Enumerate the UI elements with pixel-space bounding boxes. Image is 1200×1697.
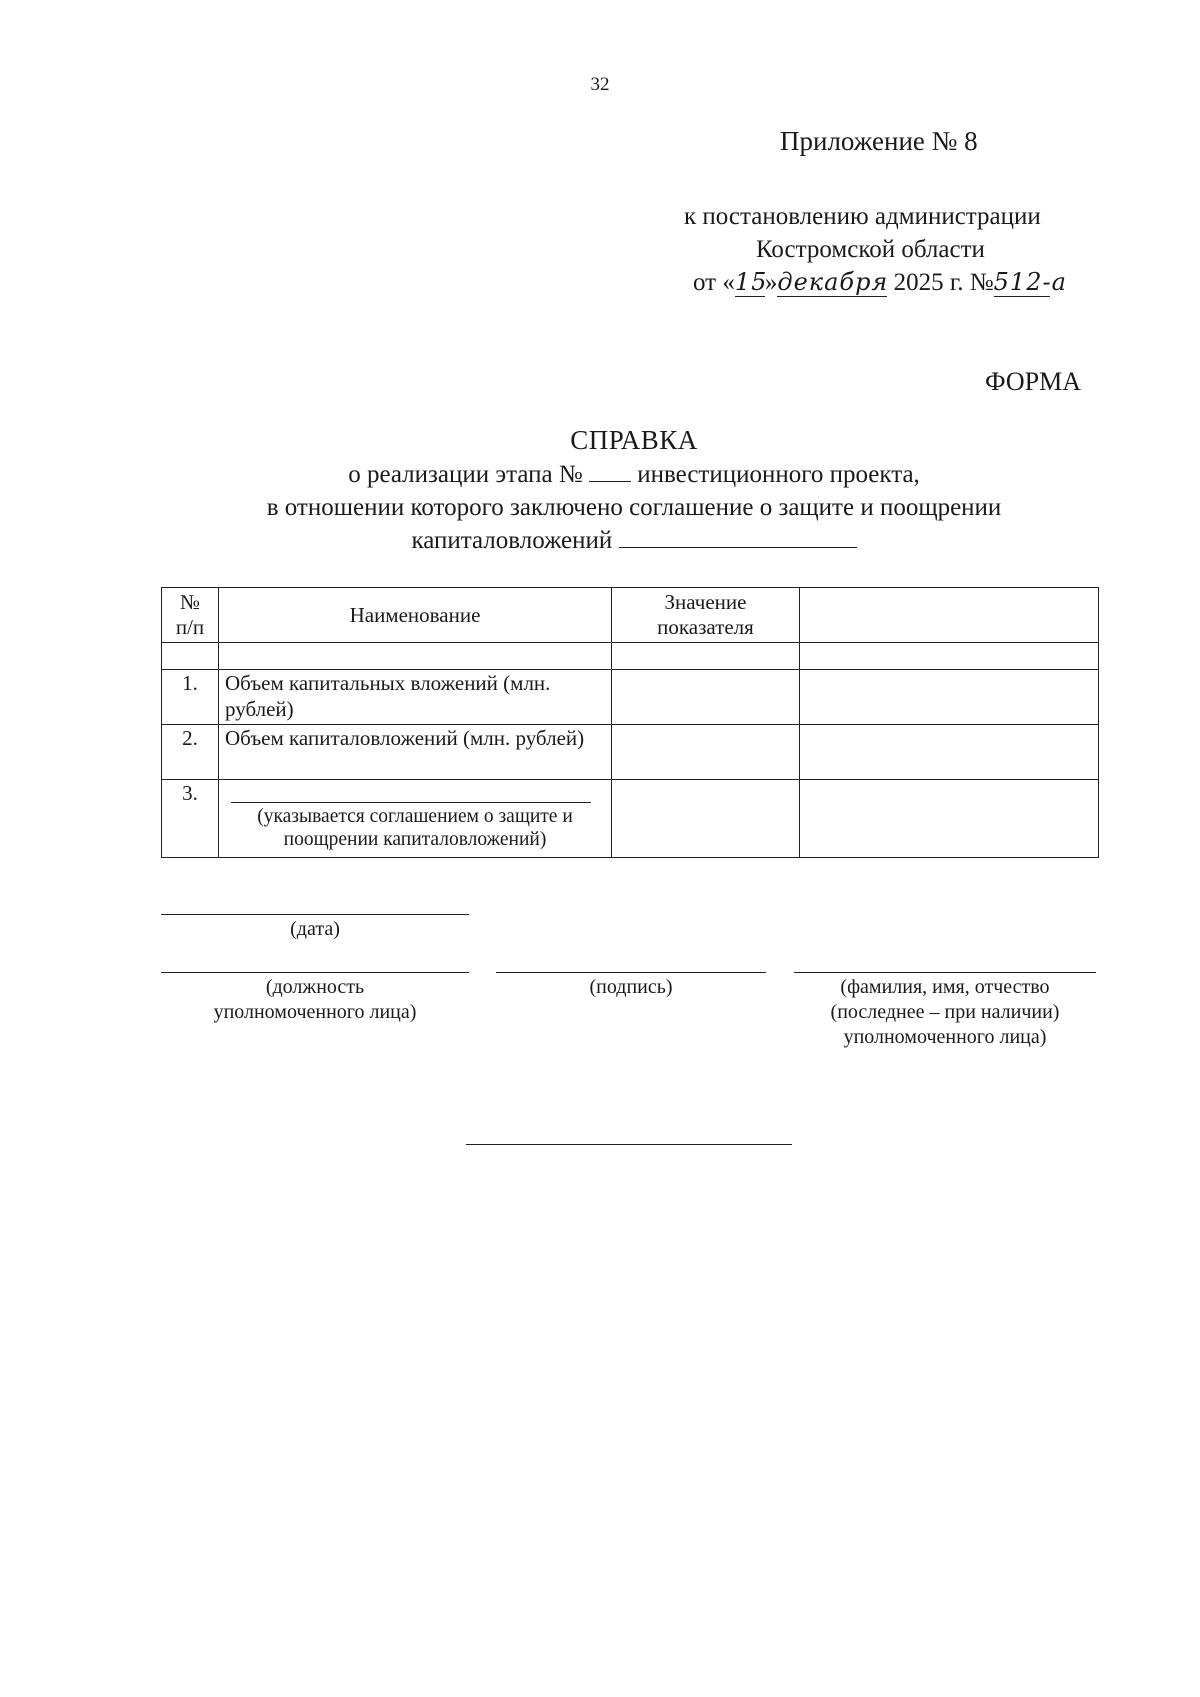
header-name: Наименование <box>219 588 612 643</box>
closing-line <box>466 1144 792 1145</box>
indicator-table <box>161 587 1099 858</box>
table-row <box>162 780 1099 858</box>
subtitle-line3 <box>0 527 1200 555</box>
row-number: 1. <box>162 670 219 725</box>
header-num: № п/п <box>162 588 219 643</box>
fio-line <box>794 972 1096 973</box>
handwritten-day: 15 <box>734 268 768 296</box>
indicator-name-blank <box>231 788 591 803</box>
table-row <box>162 670 1099 725</box>
subtitle-line1-after: инвестиционного проекта, <box>637 461 920 488</box>
row-number: 2. <box>162 725 219 780</box>
position-line <box>161 972 469 973</box>
table-cell <box>219 643 612 670</box>
date-line <box>161 914 469 915</box>
signature-caption: (подпись) <box>589 976 673 998</box>
row-value <box>612 670 800 725</box>
row-name: Объем капитальных вложений (млн. рублей) <box>219 670 612 725</box>
row-note: (указывается соглашением о защите и поощрении капиталовложений) <box>257 806 573 850</box>
table-cell <box>612 643 800 670</box>
table-cell <box>800 643 1099 670</box>
row-number: 3. <box>162 780 219 858</box>
resolution-reference-line1: к постановлению администрации <box>684 203 1041 230</box>
resolution-date-number-line <box>693 268 1067 297</box>
subtitle-line1-before: о реализации этапа № <box>348 461 583 488</box>
subtitle-line1 <box>0 461 1200 489</box>
ref-prefix: от « <box>693 269 735 296</box>
row-extra <box>800 670 1099 725</box>
subtitle-line3-text: капиталовложений <box>411 527 613 554</box>
investor-name-blank <box>619 527 857 548</box>
row-value <box>612 780 800 858</box>
form-label: ФОРМА <box>985 367 1081 396</box>
handwritten-month: декабря <box>777 268 889 296</box>
header-value: Значение показателя <box>612 588 800 643</box>
row-extra <box>800 780 1099 858</box>
stage-number-blank <box>589 461 631 482</box>
ref-mid: » <box>764 269 778 296</box>
date-caption: (дата) <box>290 918 340 940</box>
ref-year: 2025 г. № <box>893 269 994 296</box>
page-number: 32 <box>590 74 610 95</box>
table-header-row <box>162 588 1099 643</box>
document-title: СПРАВКА <box>570 425 698 455</box>
handwritten-number: 512-а <box>993 268 1067 296</box>
row-name: Объем капиталовложений (млн. рублей) <box>219 725 612 780</box>
subtitle-line2: в отношении которого заключено соглашение о защите и поощрении <box>266 494 1002 521</box>
row-extra <box>800 725 1099 780</box>
row-name-blank-cell <box>219 780 612 858</box>
table-spacer-row <box>162 643 1099 670</box>
table-row <box>162 725 1099 780</box>
signature-line <box>496 972 766 973</box>
fio-caption: (фамилия, имя, отчество (последнее – при наличии) уполномоченного лица) <box>830 976 1060 1048</box>
resolution-reference-line2: Костромской области <box>756 236 985 263</box>
position-caption: (должность уполномоченного лица) <box>213 976 417 1023</box>
header-extra <box>800 588 1099 643</box>
table-cell <box>162 643 219 670</box>
appendix-title: Приложение № 8 <box>780 126 978 156</box>
row-value <box>612 725 800 780</box>
